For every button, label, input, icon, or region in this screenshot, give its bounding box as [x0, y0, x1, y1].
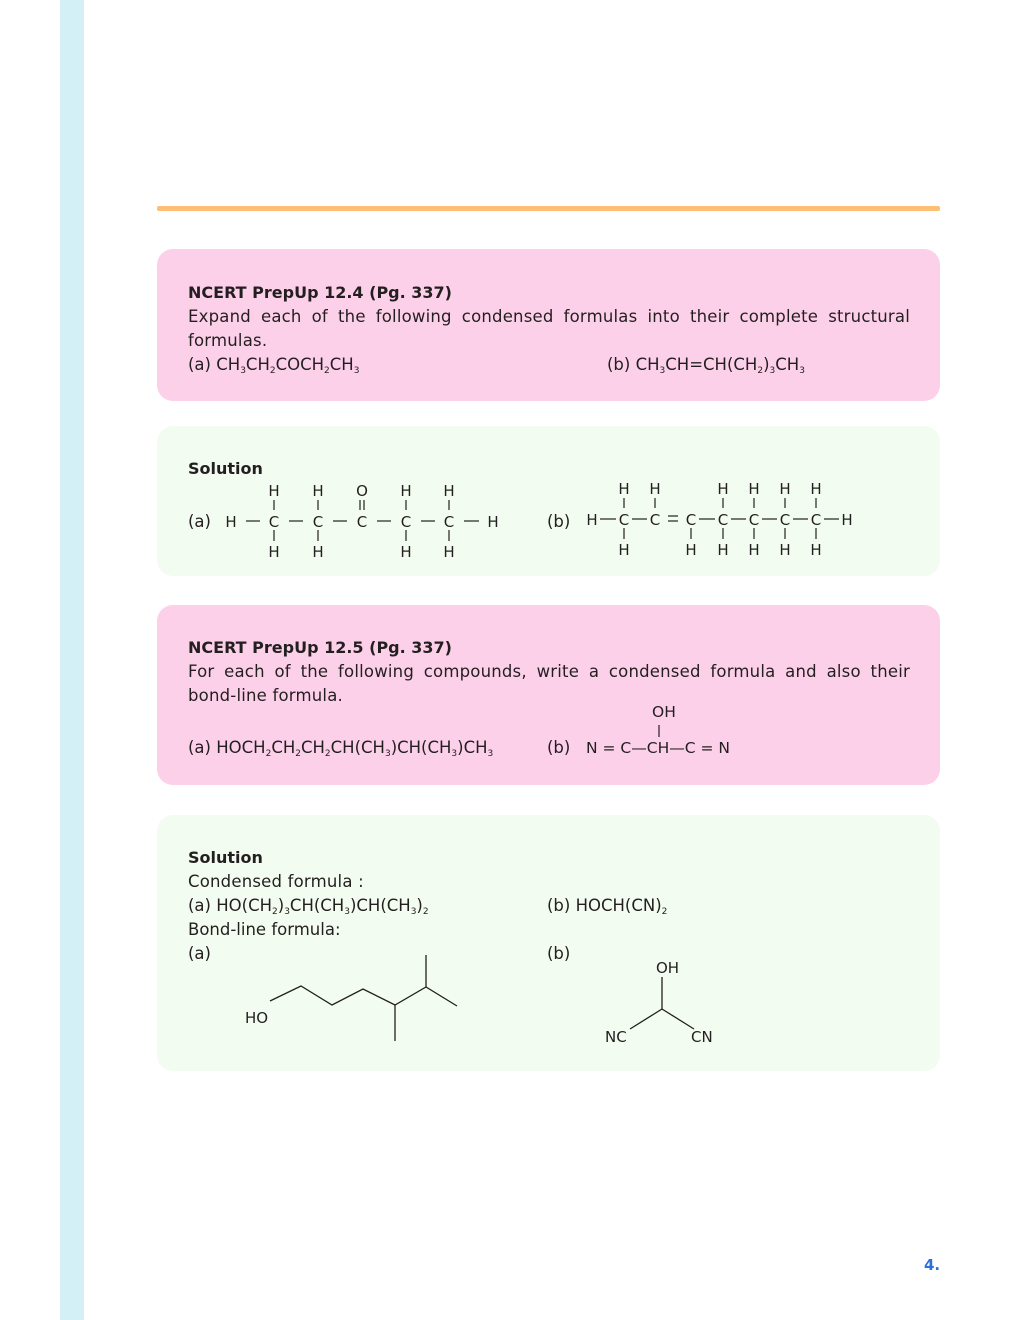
svg-text:C: C [748, 511, 760, 529]
structure-b [157, 426, 940, 576]
solution-title: Solution [188, 848, 263, 867]
ho-label: HO [245, 1009, 269, 1027]
question-title: NCERT PrepUp 12.4 (Pg. 337) [188, 283, 452, 302]
svg-text:H: H [312, 543, 324, 561]
formula-b: (b) $CH_3CH=CH(CH_2)_3CH_3$ [607, 355, 805, 376]
formula-b-label: (b) [547, 738, 571, 757]
question-text: For each of the following compounds, write a condensed formula and also their bond-line formula. [188, 662, 910, 705]
question-box-12-4 [157, 249, 940, 401]
svg-text:C: C [685, 511, 697, 529]
svg-text:H: H [487, 513, 499, 531]
svg-text:H: H [649, 480, 661, 498]
svg-text:H: H [400, 543, 412, 561]
solution-a-label: (a) [188, 512, 211, 531]
svg-text:H: H [618, 480, 630, 498]
svg-text:O: O [356, 482, 368, 500]
svg-text:H: H [586, 511, 598, 529]
svg-text:H: H [841, 511, 853, 529]
svg-text:C: C [810, 511, 822, 529]
question-title: NCERT PrepUp 12.5 (Pg. 337) [188, 638, 452, 657]
solution-box-12-4 [157, 426, 940, 576]
svg-text:H: H [717, 480, 729, 498]
svg-text:H: H [779, 541, 791, 559]
svg-text:H: H [268, 482, 280, 500]
oh-label: OH [656, 959, 680, 977]
svg-text:C: C [649, 511, 661, 529]
svg-text:H: H [268, 543, 280, 561]
bondline-a-label: (a) [188, 944, 211, 963]
solution-title: Solution [188, 459, 263, 478]
svg-text:C: C [779, 511, 791, 529]
svg-text:C: C [618, 511, 630, 529]
svg-text:H: H [685, 541, 697, 559]
top-rule [157, 206, 940, 211]
formula-b-oh-bond [157, 605, 940, 785]
page-number: 4. [924, 1256, 941, 1274]
formula-a: (a) $CH_3CH_2COCH_2CH_3$ [188, 355, 360, 376]
nc-label: NC [605, 1028, 627, 1046]
condensed-heading: Condensed formula : [188, 872, 364, 891]
bondline-b-label: (b) [547, 944, 571, 963]
condensed-b: (b) $HOCH(CN)_2$ [547, 896, 668, 917]
svg-text:H: H [748, 480, 760, 498]
formula-b-oh: OH [652, 703, 676, 721]
svg-text:C: C [717, 511, 729, 529]
formula-b: N = C—CH—C = N [586, 739, 730, 757]
svg-text:H: H [443, 482, 455, 500]
svg-text:C: C [356, 513, 368, 531]
svg-text:C: C [312, 513, 324, 531]
svg-text:H: H [618, 541, 630, 559]
solution-box-12-5 [157, 815, 940, 1071]
svg-text:H: H [717, 541, 729, 559]
svg-text:H: H [779, 480, 791, 498]
solution-b-label: (b) [547, 512, 571, 531]
svg-text:H: H [443, 543, 455, 561]
cn-label: CN [691, 1028, 713, 1046]
formula-a: (a) $HOCH_2CH_2CH_2CH(CH_3)CH(CH_3)CH_3$ [188, 738, 494, 759]
question-text: Expand each of the following condensed formulas into their complete structural formulas. [188, 307, 910, 350]
svg-text:H: H [400, 482, 412, 500]
question-box-12-5 [157, 605, 940, 785]
svg-text:H: H [810, 541, 822, 559]
svg-text:H: H [810, 480, 822, 498]
condensed-a: (a) $HO(CH_2)_3CH(CH_3)CH(CH_3)_2$ [188, 896, 429, 917]
bondline-heading: Bond-line formula: [188, 920, 341, 939]
svg-text:H: H [225, 513, 237, 531]
svg-text:C: C [400, 513, 412, 531]
svg-text:H: H [748, 541, 760, 559]
bondline-structure-b [157, 815, 940, 1071]
svg-text:C: C [268, 513, 280, 531]
side-strip [60, 0, 84, 1320]
svg-text:H: H [312, 482, 324, 500]
svg-text:C: C [443, 513, 455, 531]
